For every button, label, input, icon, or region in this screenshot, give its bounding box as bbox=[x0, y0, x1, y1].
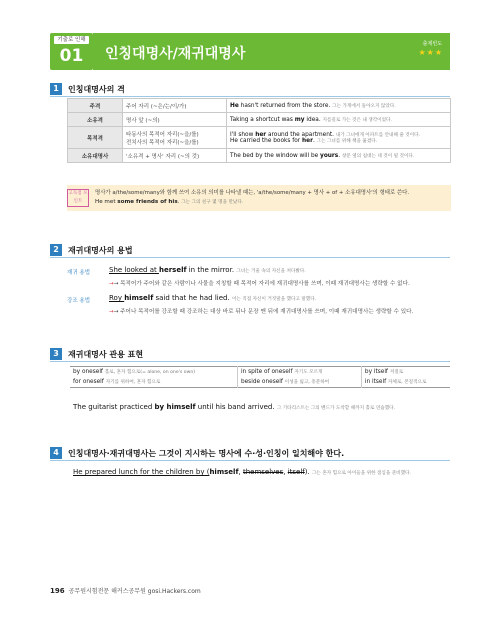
case-role: 주어 자리 (~은/는/이/가) bbox=[123, 99, 227, 113]
chapter-title: 인칭대명사/재귀대명사 bbox=[105, 46, 246, 62]
case-name: 주격 bbox=[68, 99, 123, 113]
page-number: 196 bbox=[50, 587, 65, 595]
section-1-rule bbox=[50, 96, 450, 97]
tip-text: 명사가 a/the/some/many와 함께 쓰여 소유의 의미를 나타낼 때는, 'a/the/some/many + 명사 + of + 소유대명사'의 형태로 쓴다. bbox=[95, 190, 410, 196]
usage-example: She looked at herself in the mirror. 그녀는 거울 속의 자신을 쳐다봤다. bbox=[109, 266, 306, 274]
table-row bbox=[68, 127, 451, 149]
section-2-rule bbox=[50, 257, 450, 258]
case-example: Taking a shortcut was my idea. 지름길로 가는 것은 내 생각이었다. bbox=[227, 113, 451, 127]
pronoun-case-table bbox=[67, 98, 451, 163]
chapter-number: 01 bbox=[59, 46, 84, 66]
idiom-table bbox=[70, 366, 450, 388]
case-name: 소유대명사 bbox=[68, 149, 123, 163]
case-role: 타동사의 목적어 자리(~을/를) 전치사의 목적어 자리(~을/를) bbox=[123, 127, 227, 149]
case-example: I'll show her around the apartment. 내가 그녀에게 아파트를 안내해 줄 것이다. He carried the books for her. 그는 그녀를 위해 책을 옮겼다. bbox=[227, 127, 451, 149]
usage-label: 재귀 용법 bbox=[67, 270, 91, 276]
section-2-number: 2 bbox=[50, 244, 62, 256]
idiom-cell: beside oneself 이성을 잃고, 흥분하여 bbox=[237, 377, 361, 388]
difficulty-stars-icon: ★★★ bbox=[418, 48, 443, 57]
table-row bbox=[70, 377, 450, 388]
chapter-label: 기출로 인해 bbox=[54, 36, 89, 44]
idiom-cell: in spite of oneself 자기도 모르게 bbox=[237, 367, 361, 378]
section-4-number: 4 bbox=[50, 447, 62, 459]
section-1-title: 인칭대명사의 격 bbox=[68, 85, 125, 94]
section-3-number: 3 bbox=[50, 348, 62, 360]
chapter-badge bbox=[50, 33, 93, 70]
case-example: He hasn't returned from the store. 그는 가게에서 돌아오지 않았다. bbox=[227, 99, 451, 113]
section-1-number: 1 bbox=[50, 83, 62, 95]
section-2-title: 재귀대명사의 용법 bbox=[68, 246, 133, 255]
idiom-cell: for oneself 자기를 위하여, 혼자 힘으로 bbox=[73, 379, 161, 385]
tip-box bbox=[67, 185, 451, 211]
idiom-cell: by itself 저절로 bbox=[361, 367, 450, 378]
agreement-example: He prepared lunch for the children by (himself, themselves, itself). 그는 혼자 힘으로 아이들을 위한 점심을 준비했다. bbox=[73, 468, 411, 476]
section-4-title: 인칭대명사·재귀대명사는 그것이 지시하는 명사에 수·성·인칭이 일치해야 한다. bbox=[68, 449, 345, 458]
idiom-cell: in itself 자체로, 본질적으로 bbox=[361, 377, 450, 388]
tip-example: He met some friends of his. 그는 그의 친구 몇 명을 만났다. bbox=[95, 199, 244, 205]
case-role: 명사 앞 (~의) bbox=[123, 113, 227, 127]
idiom-example: The guitarist practiced by himself until his band arrived. 그 기타리스트는 그의 밴드가 도착할 때까지 홀로 연습했다. bbox=[73, 403, 396, 411]
chapter-title-bar bbox=[93, 33, 450, 70]
table-row bbox=[68, 149, 451, 163]
table-row bbox=[68, 99, 451, 113]
difficulty-label: 출제빈도 bbox=[422, 41, 442, 47]
table-row bbox=[70, 367, 450, 378]
usage-explanation: →→ 주어나 목적어를 강조할 때 강조하는 대상 바로 뒤나 문장 맨 뒤에 재귀대명사를 쓰며, 이때 재귀대명사는 생략할 수 있다. bbox=[109, 309, 414, 315]
section-3-title: 재귀대명사 관용 표현 bbox=[68, 350, 144, 359]
page-footer bbox=[50, 586, 201, 595]
tip-tag: 고득점 포인트 bbox=[67, 189, 89, 207]
usage-example: Roy himself said that he had lied. 이는 직접 자신이 거짓말을 했다고 말했다. bbox=[109, 294, 317, 302]
section-4-rule bbox=[50, 460, 450, 461]
case-role: '소유격 + 명사' 자리 (~의 것) bbox=[123, 149, 227, 163]
footer-text: 공무원시험전문 해커스공무원 gosi.Hackers.com bbox=[68, 588, 201, 595]
case-name: 목적격 bbox=[68, 127, 123, 149]
section-3-rule bbox=[50, 361, 450, 362]
table-row bbox=[68, 113, 451, 127]
usage-explanation: →→ 목적어가 주어와 같은 사람이나 사물을 지칭할 때 목적어 자리에 재귀대명사를 쓰며, 이때 재귀대명사는 생략할 수 없다. bbox=[109, 281, 410, 287]
case-name: 소유격 bbox=[68, 113, 123, 127]
usage-label: 강조 용법 bbox=[67, 298, 91, 304]
idiom-cell: by oneself 홀로, 혼자 힘으로(= alone, on one's own) bbox=[73, 369, 196, 375]
case-example: The bed by the window will be yours. 창문 옆의 침대는 네 것이 될 것이다. bbox=[227, 149, 451, 163]
